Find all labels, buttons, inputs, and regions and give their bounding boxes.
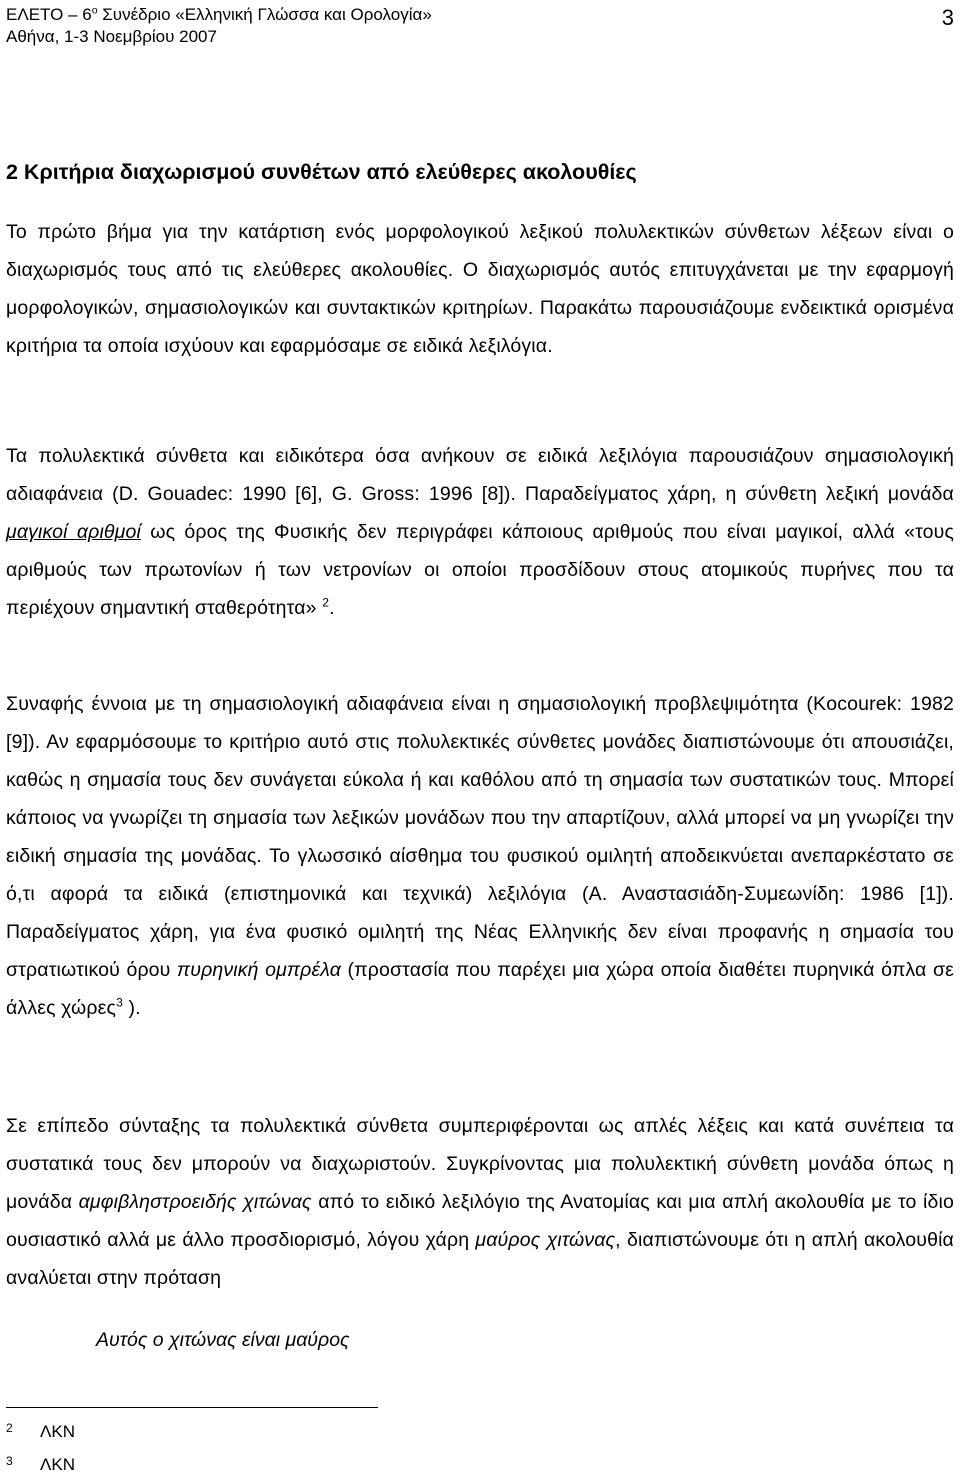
term-mavros-chitonas: μαύρος χιτώνας [475, 1229, 616, 1251]
footnote-number: 3 [6, 1454, 13, 1468]
paragraph-3-text-a: Συναφής έννοια με τη σημασιολογική αδιαφάνεια είναι η σημασιολογική προβλεψιμότητα (Kocourek: 1982 [9]). Αν εφαρμόσουμε το κριτήριο αυτό στις πολυλεκτικές σύνθετες μονάδες διαπιστώνουμε ότι απουσιάζει, καθώς η σημασία τους δεν συνάγεται εύκολα ή και καθόλου από τη σημασία των συστατικών τους. Μπορεί κάποιος να γνωρίζει τη σημασία των λεξικών μονάδων που την απαρτίζουν, αλλά μπορεί να μη γνωρίζει την ειδική σημασία της μονάδας. Το γλωσσικό αίσθημα του φυσικού ομιλητή αποδεικνύεται ανεπαρκέστατο σε ό,τι αφορά τα ειδικά (επιστημονικά και τεχνικά) λεξιλόγια (Α. Αναστασιάδη-Συμεωνίδη: 1986 [1]). Παραδείγματος χάρη, για ένα φυσικό ομιλητή της Νέας Ελληνικής δεν είναι προφανής η σημασία του στρατιωτικού όρου [6, 693, 954, 981]
page-number: 3 [941, 5, 954, 30]
footnote-text: ΛΚΝ [40, 1422, 75, 1441]
running-header-location-date: Αθήνα, 1-3 Νοεμβρίου 2007 [6, 27, 217, 46]
paragraph-4 [6, 1107, 954, 1297]
section-heading: 2 Κριτήρια διαχωρισμού συνθέτων από ελεύθερες ακολουθίες [6, 160, 637, 184]
paragraph-3-text-b: (προστασία που παρέχει μια χώρα οποία διαθέτει πυρηνικά όπλα σε άλλες χώρες [6, 959, 954, 1019]
paragraph-2 [6, 437, 954, 627]
paragraph-4-text-b: από το ειδικό λεξιλόγιο της Ανατομίας και μια απλή ακολουθία με το ίδιο ουσιαστικό αλλά με άλλο προσδιορισμό, λόγου χάρη [6, 1191, 955, 1251]
footnote-separator [6, 1407, 378, 1408]
term-amfivlistroeidis-chitonas: αμφιβληστροειδής χιτώνας [78, 1191, 312, 1213]
paragraph-1: Το πρώτο βήμα για την κατάρτιση ενός μορφολογικού λεξικού πολυλεκτικών σύνθετων λέξεων είναι ο διαχωρισμός τους από τις ελεύθερες ακολουθίες. Ο διαχωρισμός αυτός επιτυγχάνεται με την εφαρμογή μορφολογικών, σημασιολογικών και συντακτικών κριτηρίων. Παρακάτω παρουσιάζουμε ενδεικτικά ορισμένα κριτήρια τα οποία ισχύουν και εφαρμόσαμε σε ειδικά λεξιλόγια. [6, 221, 954, 357]
paragraph-4-text-c: , διαπιστώνουμε ότι η απλή ακολουθία αναλύεται στην πρόταση [6, 1229, 954, 1289]
paragraph-3 [6, 685, 954, 1027]
footnote-ref-3[interactable]: 3 [116, 995, 123, 1010]
paragraph-4-text-a: Σε επίπεδο σύνταξης τα πολυλεκτικά σύνθετα συμπεριφέρονται ως απλές λέξεις και κατά συνέπεια τα συστατικά τους δεν μπορούν να διαχωριστούν. Συγκρίνοντας μια πολυλεκτική σύνθετη μονάδα όπως η μονάδα [6, 1115, 954, 1213]
header-ordinal-superscript: ο [91, 4, 98, 17]
paragraph-2-text-c: . [329, 597, 335, 619]
term-pyriniki-omprela: πυρηνική ομπρέλα [177, 959, 341, 981]
footnote-3 [6, 1455, 75, 1475]
footnote-ref-2[interactable]: 2 [322, 595, 330, 610]
running-header-conference [6, 5, 432, 25]
footnote-text: ΛΚΝ [40, 1455, 75, 1474]
paragraph-3-text-c: ). [122, 997, 141, 1019]
term-magikoi-arithmoi: μαγικοί αριθμοί [6, 521, 141, 543]
footnote-2 [6, 1422, 75, 1442]
header-conference-title: Συνέδριο «Ελληνική Γλώσσα και Ορολογία» [97, 5, 432, 24]
header-conference-text: ΕΛΕΤΟ – 6 [6, 5, 92, 24]
paragraph-2-text-b: ως όρος της Φυσικής δεν περιγράφει κάποιους αριθμούς που είναι μαγικοί, αλλά «τους αριθμούς των πρωτονίων ή των νετρονίων οι οποίοι προσδίδουν στους ατομικούς πυρήνες που τα περιέχουν σημαντική σταθερότητα» [6, 521, 954, 619]
example-sentence: Αυτός ο χιτώνας είναι μαύρος [96, 1329, 350, 1351]
footnote-number: 2 [6, 1421, 13, 1435]
paragraph-2-text-a: Τα πολυλεκτικά σύνθετα και ειδικότερα όσα ανήκουν σε ειδικά λεξιλόγια παρουσιάζουν σημασιολογική αδιαφάνεια (D. Gouadec: 1990 [6], G. Gross: 1996 [8]). Παραδείγματος χάρη, η σύνθετη λεξική μονάδα [6, 445, 954, 505]
